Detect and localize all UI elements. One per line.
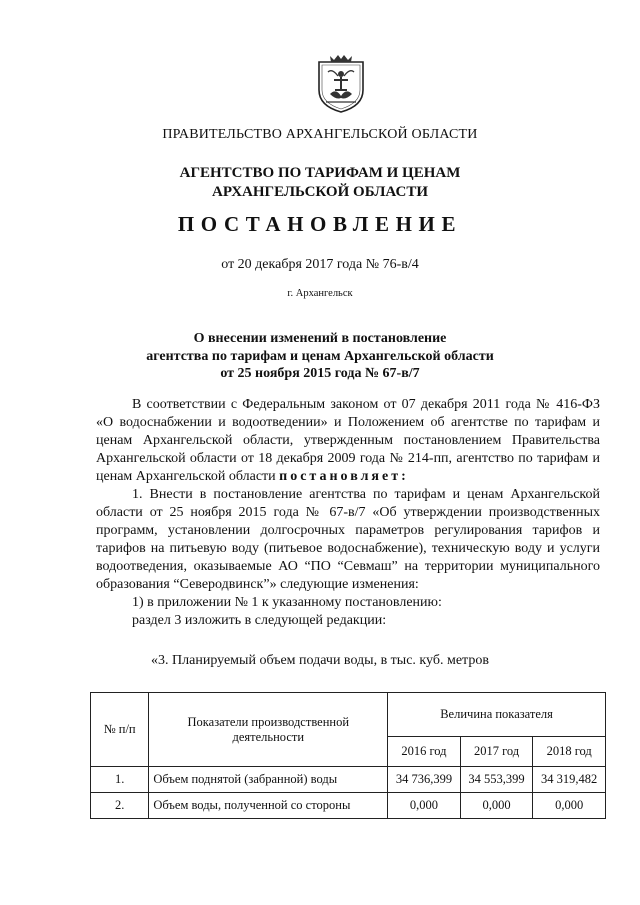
subject-line1: О внесении изменений в постановление	[193, 331, 447, 346]
col-header-year: 2018 год	[533, 737, 606, 767]
document-subject	[0, 330, 640, 383]
row-number: 1.	[91, 767, 149, 793]
row-value: 0,000	[388, 793, 461, 819]
agency-name	[0, 164, 640, 202]
table-title: «3. Планируемый объем подачи воды, в тыс. куб. метров	[151, 653, 489, 668]
document-city: г. Архангельск	[287, 288, 353, 299]
row-indicator: Объем воды, полученной со стороны	[149, 793, 388, 819]
col-header-number: № п/п	[91, 693, 149, 767]
subject-line3: от 25 ноября 2015 года № 67-в/7	[220, 366, 420, 381]
col-header-year: 2016 год	[388, 737, 461, 767]
row-value: 34 736,399	[388, 767, 461, 793]
body-paragraph-1-text: В соответствии с Федеральным законом от 07 декабря 2011 года № 416-ФЗ «О водоснабжении и водоотведении» и Положением об агентстве по тарифам и ценам Архангельской области, утвержденным постановлением Правительства Архангельской области от 18 декабря 2009 года № 214-пп, агентство по тарифам и ценам Архангельской области	[96, 397, 600, 484]
col-header-indicator: Показатели производственной деятельности	[149, 693, 388, 767]
body-paragraph-2: 1. Внести в постановление агентства по тарифам и ценам Архангельской области от 25 ноября 2015 года № 67-в/7 «Об утверждении производственных программ, установлении долгосрочных параметров регулирования тарифов и тарифов на питьевую воду (питьевое водоснабжение), техническую воду и услуги водоотведения, оказываемые АО “ПО “Севмаш” на территории муниципального образования “Северодвинск”» следующие изменения:	[96, 487, 600, 592]
coat-of-arms-icon	[316, 52, 366, 114]
document-body	[96, 396, 600, 630]
agency-name-line1: АГЕНТСТВО ПО ТАРИФАМ И ЦЕНАМ	[179, 165, 461, 181]
government-name: ПРАВИТЕЛЬСТВО АРХАНГЕЛЬСКОЙ ОБЛАСТИ	[162, 127, 478, 142]
body-paragraph-4: раздел 3 изложить в следующей редакции:	[132, 613, 387, 628]
document-type: ПОСТАНОВЛЕНИЕ	[177, 212, 463, 236]
col-header-value: Величина показателя	[388, 693, 606, 737]
row-value: 0,000	[460, 793, 533, 819]
col-header-year: 2017 год	[460, 737, 533, 767]
document-date-number: от 20 декабря 2017 года № 76-в/4	[221, 257, 419, 272]
agency-name-line2: АРХАНГЕЛЬСКОЙ ОБЛАСТИ	[212, 184, 428, 200]
body-paragraph-1	[96, 396, 600, 486]
row-value: 34 553,399	[460, 767, 533, 793]
row-indicator: Объем поднятой (забранной) воды	[149, 767, 388, 793]
table-row	[91, 793, 606, 819]
resolves-word: постановляет:	[279, 469, 409, 484]
table-row	[91, 767, 606, 793]
row-value: 0,000	[533, 793, 606, 819]
subject-line2: агентства по тарифам и ценам Архангельской области	[146, 348, 494, 364]
row-number: 2.	[91, 793, 149, 819]
water-supply-table	[90, 692, 606, 819]
row-value: 34 319,482	[533, 767, 606, 793]
body-paragraph-3: 1) в приложении № 1 к указанному постановлению:	[132, 595, 442, 610]
